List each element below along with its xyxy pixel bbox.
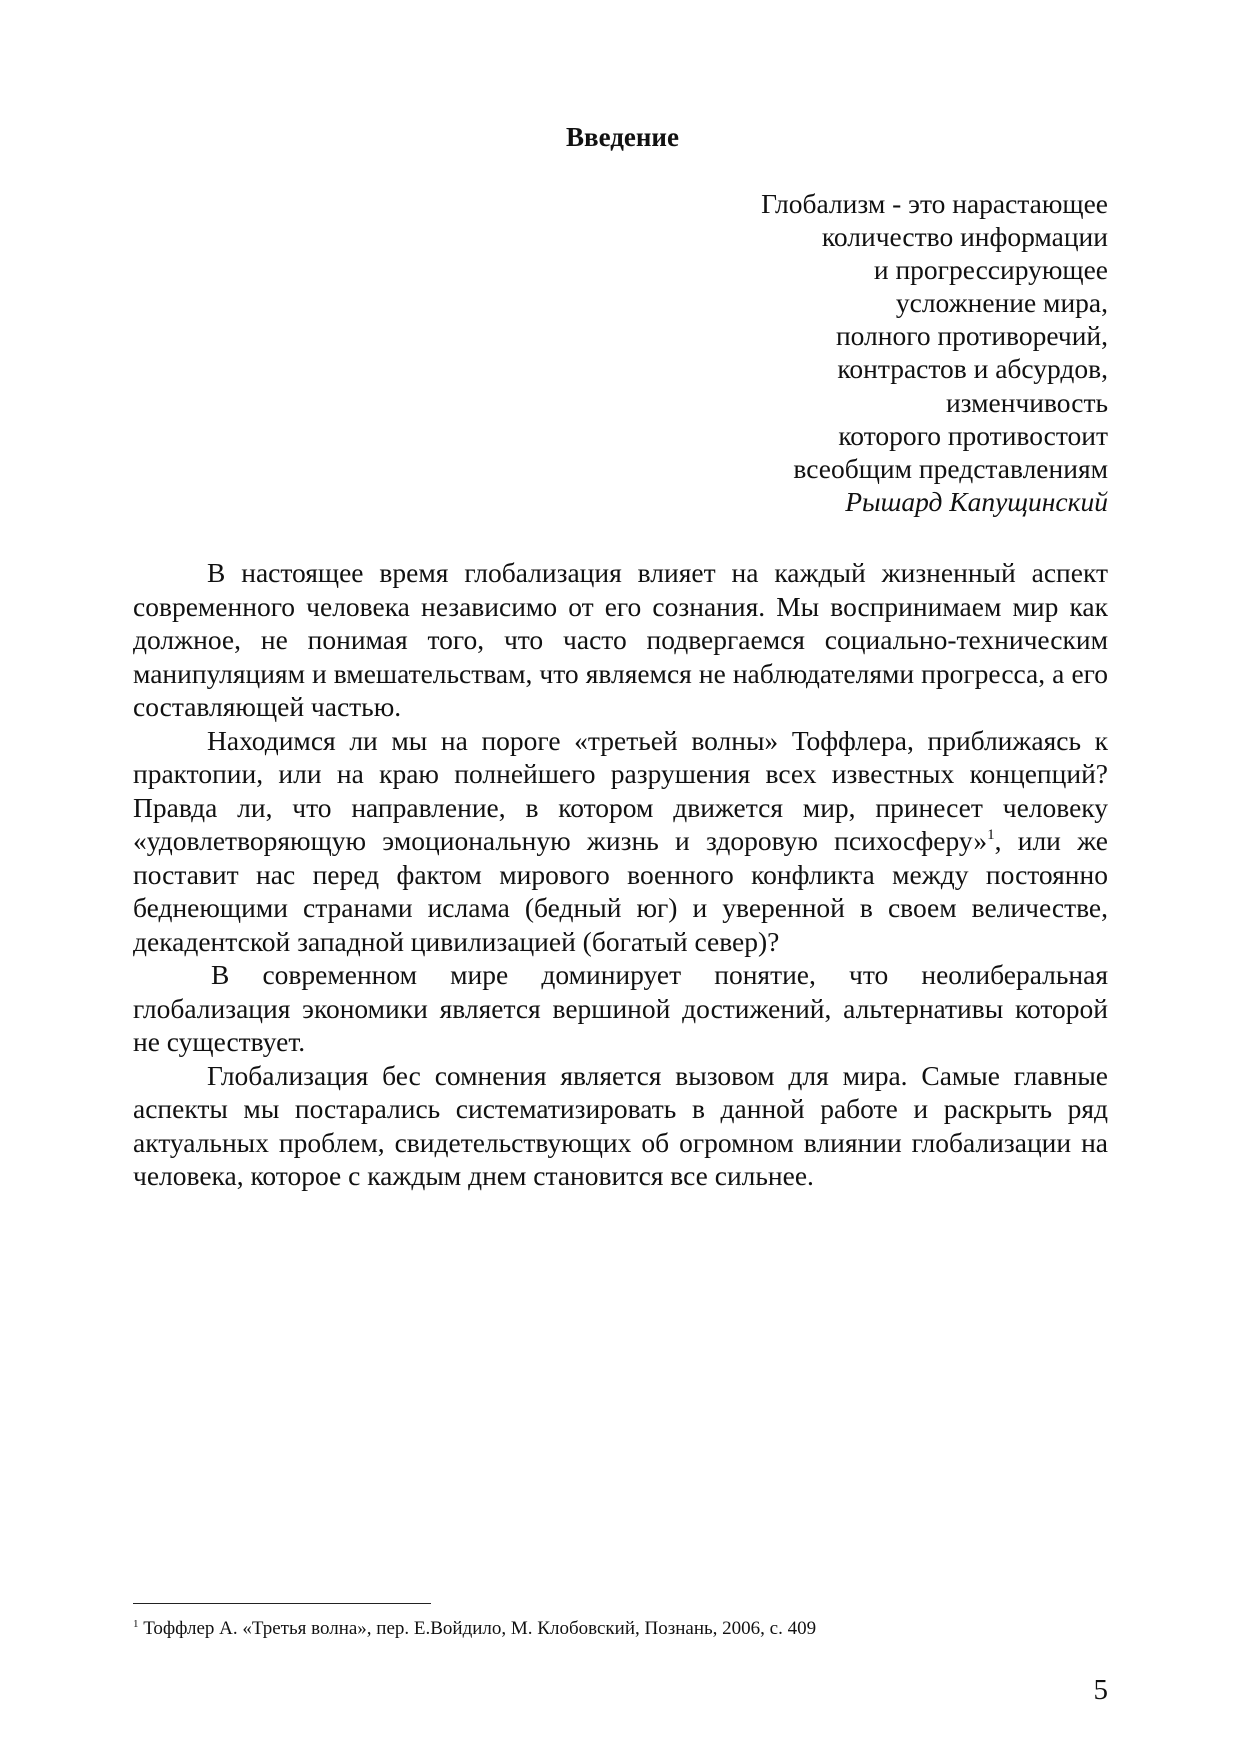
epigraph-line: усложнение мира, <box>895 287 1108 319</box>
epigraph-line: и прогрессирующее <box>873 254 1108 286</box>
page-number: 5 <box>1093 1674 1108 1706</box>
epigraph-line: контрастов и абсурдов, <box>837 353 1108 385</box>
epigraph-line: количество информации <box>821 221 1108 253</box>
paragraph-1: В настоящее время глобализация влияет на каждый жизненный аспект современного человека независимо от его сознания. Мы воспринимаем мир как должное, не понимая того, что часто подвергаемся социально-техническим манипуляциям и вмешательствам, что являемся не наблюдателями прогресса, а его составляющей частью. <box>133 557 1108 722</box>
footnote-number: 1 <box>133 1618 139 1630</box>
paragraph-3: В современном мире доминирует понятие, что неолиберальная глобализация экономики является вершиной достижений, альтернативы которой не существует. <box>133 959 1108 1057</box>
paragraph-2-text-start: Находимся ли мы на пороге «третьей волны» Тоффлера, приближаясь к практопии, или на краю полнейшего разрушения всех известных концепций? Правда ли, что направление, в котором движется мир, принесет человеку «удовлетворяющую эмоциональную жизнь и здоровую психосферу» <box>133 724 1108 856</box>
epigraph-line: изменчивость <box>945 386 1108 418</box>
footnote <box>133 1617 816 1641</box>
body-text <box>133 556 1108 1193</box>
epigraph-author: Рышард Капущинский <box>845 485 1108 517</box>
paragraph-2 <box>133 724 1108 959</box>
epigraph-line: полного противоречий, <box>835 320 1108 352</box>
footnote-separator <box>133 1603 431 1604</box>
epigraph-line: всеобщим представлениям <box>793 452 1108 484</box>
page-title: Введение <box>566 122 679 152</box>
footnote-text: Тоффлер А. «Третья волна», пер. Е.Войдило, М. Клобовский, Познань, 2006, с. 409 <box>138 1618 817 1639</box>
paragraph-4: Глобализация бес сомнения является вызовом для мира. Самые главные аспекты мы постарались систематизировать в данной работе и раскрыть ряд актуальных проблем, свидетельствующих об огромном влиянии глобализации на человека, которое с каждым днем становится все сильнее. <box>133 1059 1108 1191</box>
paragraph-2-text-end: , или же поставит нас перед фактом мирового военного конфликта между постоянно беднеющими странами ислама (бедный юг) и уверенной в своем величестве, декадентской западной цивилизацией (богатый север)? <box>133 825 1108 957</box>
epigraph-line: Глобализм - это нарастающее <box>761 188 1108 219</box>
epigraph-line: которого противостоит <box>838 419 1108 451</box>
epigraph <box>548 187 1108 518</box>
footnote-reference[interactable]: 1 <box>987 827 995 843</box>
